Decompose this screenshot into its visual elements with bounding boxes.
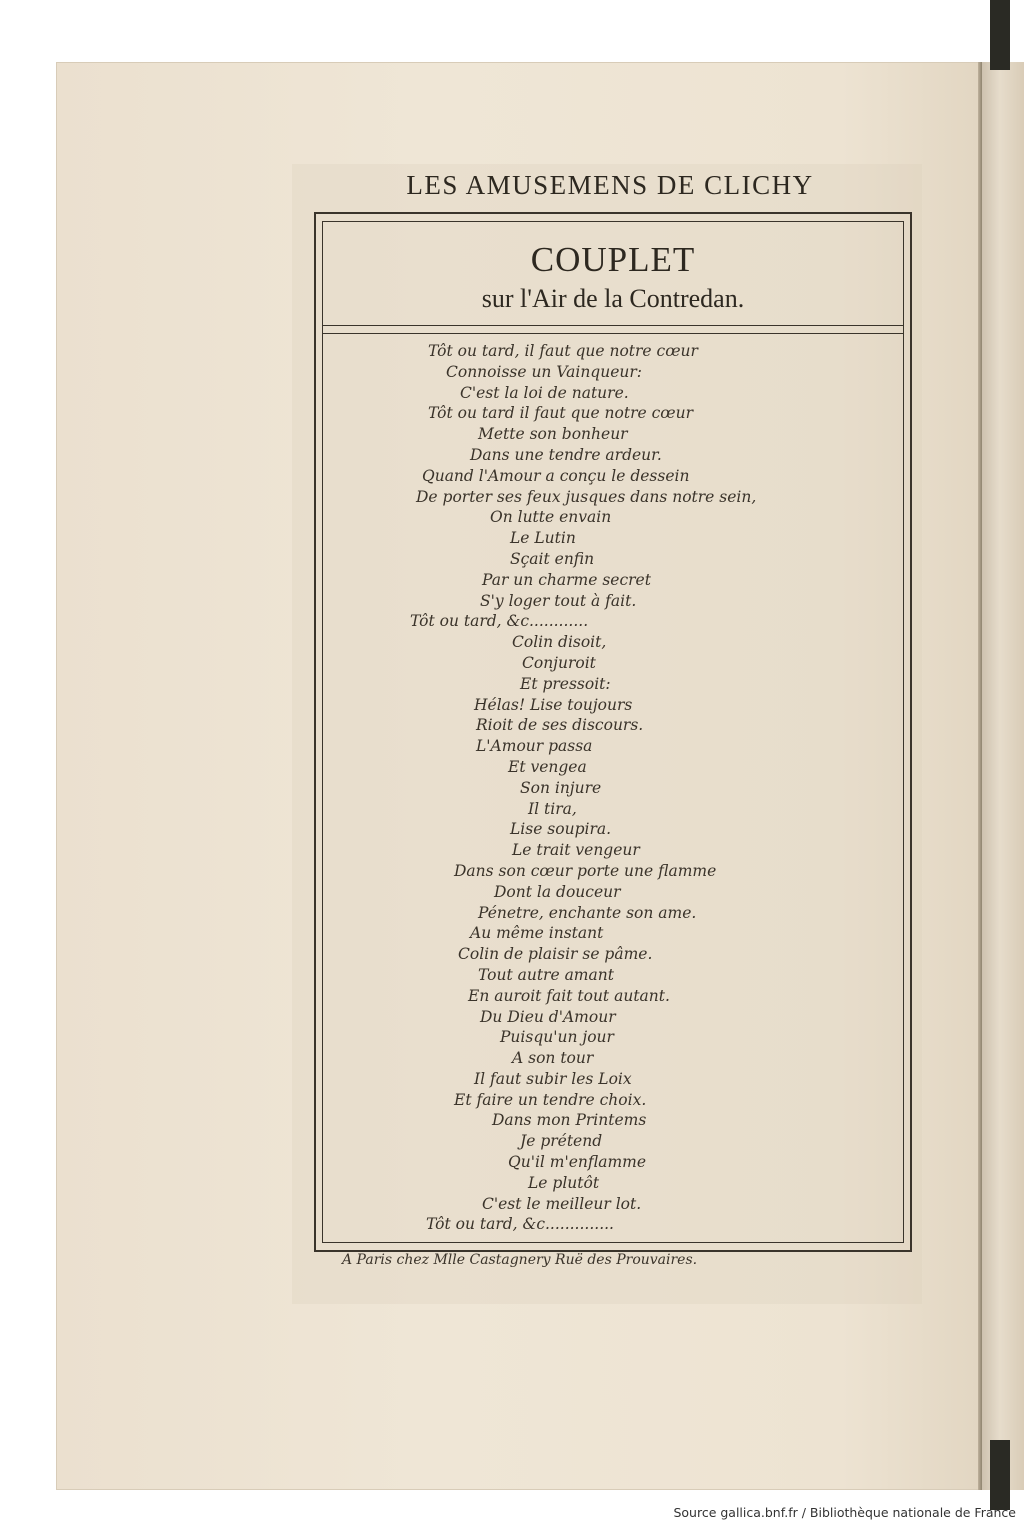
lyric-line: Le Lutin: [510, 529, 576, 548]
publisher-imprint: A Paris chez Mlle Castagnery Ruë des Prouvaires.: [342, 1252, 698, 1268]
lyric-line: Colin disoit,: [512, 633, 607, 652]
binding-strap-bottom: [990, 1440, 1010, 1510]
lyric-line: Il tira,: [528, 799, 577, 818]
title-divider-bottom: [322, 333, 904, 334]
lyric-line: Lise soupira.: [510, 820, 612, 839]
title-divider-top: [322, 325, 904, 326]
facing-page-edge: [980, 62, 1024, 1490]
lyric-line: Son injure: [520, 778, 602, 797]
lyric-line: Dans une tendre ardeur.: [470, 445, 662, 464]
lyric-line: Quand l'Amour a conçu le dessein: [422, 466, 690, 485]
song-subtitle: sur l'Air de la Contredan.: [481, 284, 745, 313]
lyric-line: Rioit de ses discours.: [476, 716, 644, 735]
lyric-line: Colin de plaisir se pâme.: [458, 945, 653, 964]
lyric-line: Tout autre amant: [478, 965, 614, 984]
lyric-line: C'est la loi de nature.: [460, 383, 629, 402]
lyric-line: Dont la douceur: [494, 882, 621, 901]
lyric-line: Connoisse un Vainqueur:: [446, 362, 642, 381]
lyric-line: A son tour: [512, 1049, 594, 1068]
lyric-line: C'est le meilleur lot.: [482, 1194, 642, 1213]
source-credit: Source gallica.bnf.fr / Bibliothèque nationale de France: [673, 1505, 1016, 1520]
lyric-line: Tôt ou tard il faut que notre cœur: [428, 404, 694, 423]
lyric-line: Et faire un tendre choix.: [454, 1090, 647, 1109]
lyric-line: Tôt ou tard, &c..............: [426, 1215, 614, 1234]
lyric-line: Il faut subir les Loix: [474, 1069, 632, 1088]
lyric-line: S'y loger tout à fait.: [480, 591, 637, 610]
lyric-line: Tôt ou tard, il faut que notre cœur: [428, 342, 698, 360]
lyric-line: Et pressoit:: [520, 674, 611, 693]
lyric-line: L'Amour passa: [476, 737, 593, 756]
lyric-line: Le plutôt: [528, 1173, 600, 1192]
lyric-line: Puisqu'un jour: [500, 1028, 614, 1047]
lyric-line: Tôt ou tard, &c............: [410, 612, 589, 631]
lyric-line: Pénetre, enchante son ame.: [478, 903, 697, 922]
book-gutter: [978, 62, 982, 1490]
lyric-line: De porter ses feux jusques dans notre sein,: [416, 487, 757, 506]
lyric-line: Hélas! Lise toujours: [474, 695, 633, 714]
lyric-line: Qu'il m'enflamme: [508, 1153, 647, 1172]
lyric-line: On lutte envain: [490, 508, 612, 527]
lyric-line: Dans mon Printems: [492, 1111, 647, 1130]
lyric-line: Mette son bonheur: [478, 425, 628, 444]
lyric-line: Dans son cœur porte une flamme: [454, 861, 717, 880]
lyric-line: Le trait vengeur: [512, 841, 640, 860]
binding-strap-top: [990, 0, 1010, 70]
lyric-line: Au même instant: [470, 924, 604, 943]
lyric-line: Du Dieu d'Amour: [480, 1007, 616, 1026]
lyric-line: Par un charme secret: [482, 570, 651, 589]
song-title: COUPLET: [530, 240, 696, 279]
lyric-line: En auroit fait tout autant.: [468, 986, 670, 1005]
lyrics-list: [410, 341, 830, 1235]
series-title: LES AMUSEMENS DE CLICHY: [406, 170, 814, 200]
lyric-line: Je prétend: [520, 1132, 603, 1151]
lyric-line: Conjuroit: [522, 653, 596, 672]
lyric-line: Et vengea: [508, 757, 587, 776]
lyric-line: Sçait enfin: [510, 549, 595, 568]
